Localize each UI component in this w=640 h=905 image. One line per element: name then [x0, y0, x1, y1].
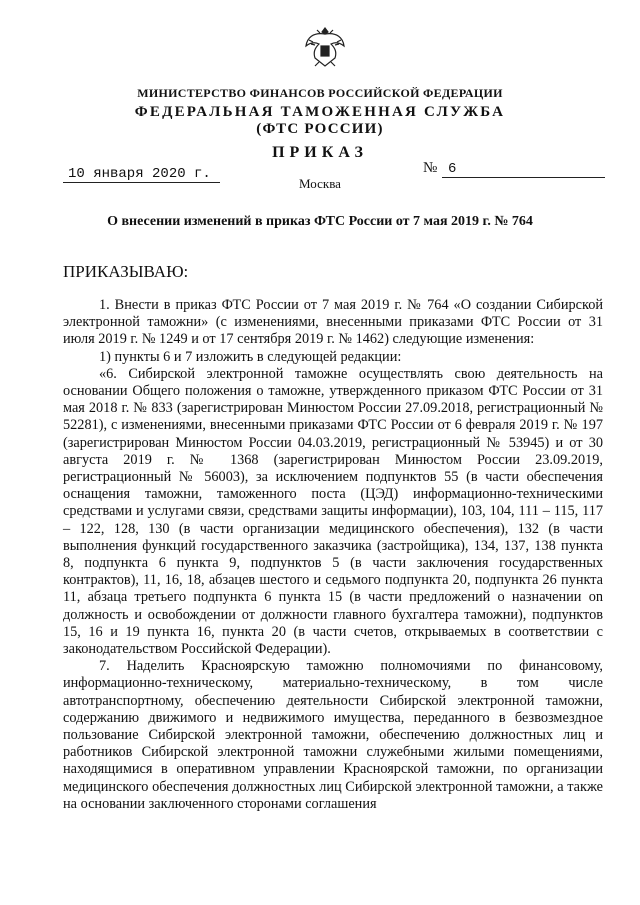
paragraph: 7. Наделить Красноярскую таможню полномочиями по финансовому, информационно-техническому, материально-техническому, в том числе автотранспортному, обеспечению деятельности Сибирской электронной таможни, содержанию движимого и недвижимого имущества, переданного в безвозмездное пользование Сибирской электронной таможни, обеспечению должностных лиц и работников Сибирской электронной таможни служебными жилыми помещениями, находящимися в оперативном управлении Красноярской таможни, по организации медицинского обеспечения должностных лиц Сибирской электронной таможни, а также на основании заключенного сторонами соглашения	[63, 658, 603, 812]
document-number: 6	[442, 161, 605, 178]
service-title: ФЕДЕРАЛЬНАЯ ТАМОЖЕННАЯ СЛУЖБА	[134, 104, 506, 120]
service-abbreviation: (ФТС РОССИИ)	[256, 121, 384, 137]
number-sign: №	[423, 160, 438, 176]
document-type: ПРИКАЗ	[272, 144, 368, 161]
ministry-title: МИНИСТЕРСТВО ФИНАНСОВ РОССИЙСКОЙ ФЕДЕРАЦИИ	[137, 86, 503, 100]
paragraph: 1. Внести в приказ ФТС России от 7 мая 2019 г. № 764 «О создании Сибирской электронной таможни» (с изменениями, внесенными приказами ФТС России от 31 июля 2019 г. № 1249 и от 17 сентября 2019 г. № 1462) следующие изменения:	[63, 297, 603, 348]
coat-of-arms-icon	[303, 22, 347, 70]
city: Москва	[299, 176, 341, 191]
document-date: 10 января 2020 г.	[63, 166, 220, 183]
decree-word: ПРИКАЗЫВАЮ:	[63, 262, 189, 281]
document-body	[63, 297, 603, 813]
document-subject: О внесении изменений в приказ ФТС России от 7 мая 2019 г. № 764	[107, 214, 533, 229]
paragraph: 1) пункты 6 и 7 изложить в следующей редакции:	[99, 348, 402, 365]
paragraph: «6. Сибирской электронной таможне осуществлять свою деятельность на основании Общего положения о таможне, утвержденного приказом ФТС России от 31 мая 2018 г. № 833 (зарегистрирован Минюстом России 27.09.2018, регистрационный № 52281), с изменениями, внесенными приказами ФТС России от 6 февраля 2019 г. № 197 (зарегистрирован Минюстом России 04.03.2019, регистрационный № 53945) и от 30 августа 2019 г. № 1368 (зарегистрирован Минюстом России 23.09.2019, регистрационный № 56003), за исключением подпунктов 55 (в части обеспечения оснащения таможни, таможенного поста (ЦЭД) информационно-техническими средствами и услугами связи, средствами защиты информации), 103, 104, 111 – 115, 117 – 122, 128, 130 (в части организации медицинского обеспечения), 132 (в части выполнения функций государственного заказчика (застройщика), 134, 137, 138 пункта 8, подпункта 6 пункта 9, подпунктов 5 (в части заключения государственных контрактов), 11, 16, 18, абзацев шестого и седьмого подпункта 20, подпункта 26 пункта 11, абзаца третьего подпункта 6 пункта 15 (в части предложений о назначении on должность и освобождении от должности главного бухгалтера таможни), подпунктов 15, 16 и 19 пункта 16, пункта 20 (в части счетов, открываемых в соответствии с законодательством Российской Федерации).	[63, 365, 603, 658]
